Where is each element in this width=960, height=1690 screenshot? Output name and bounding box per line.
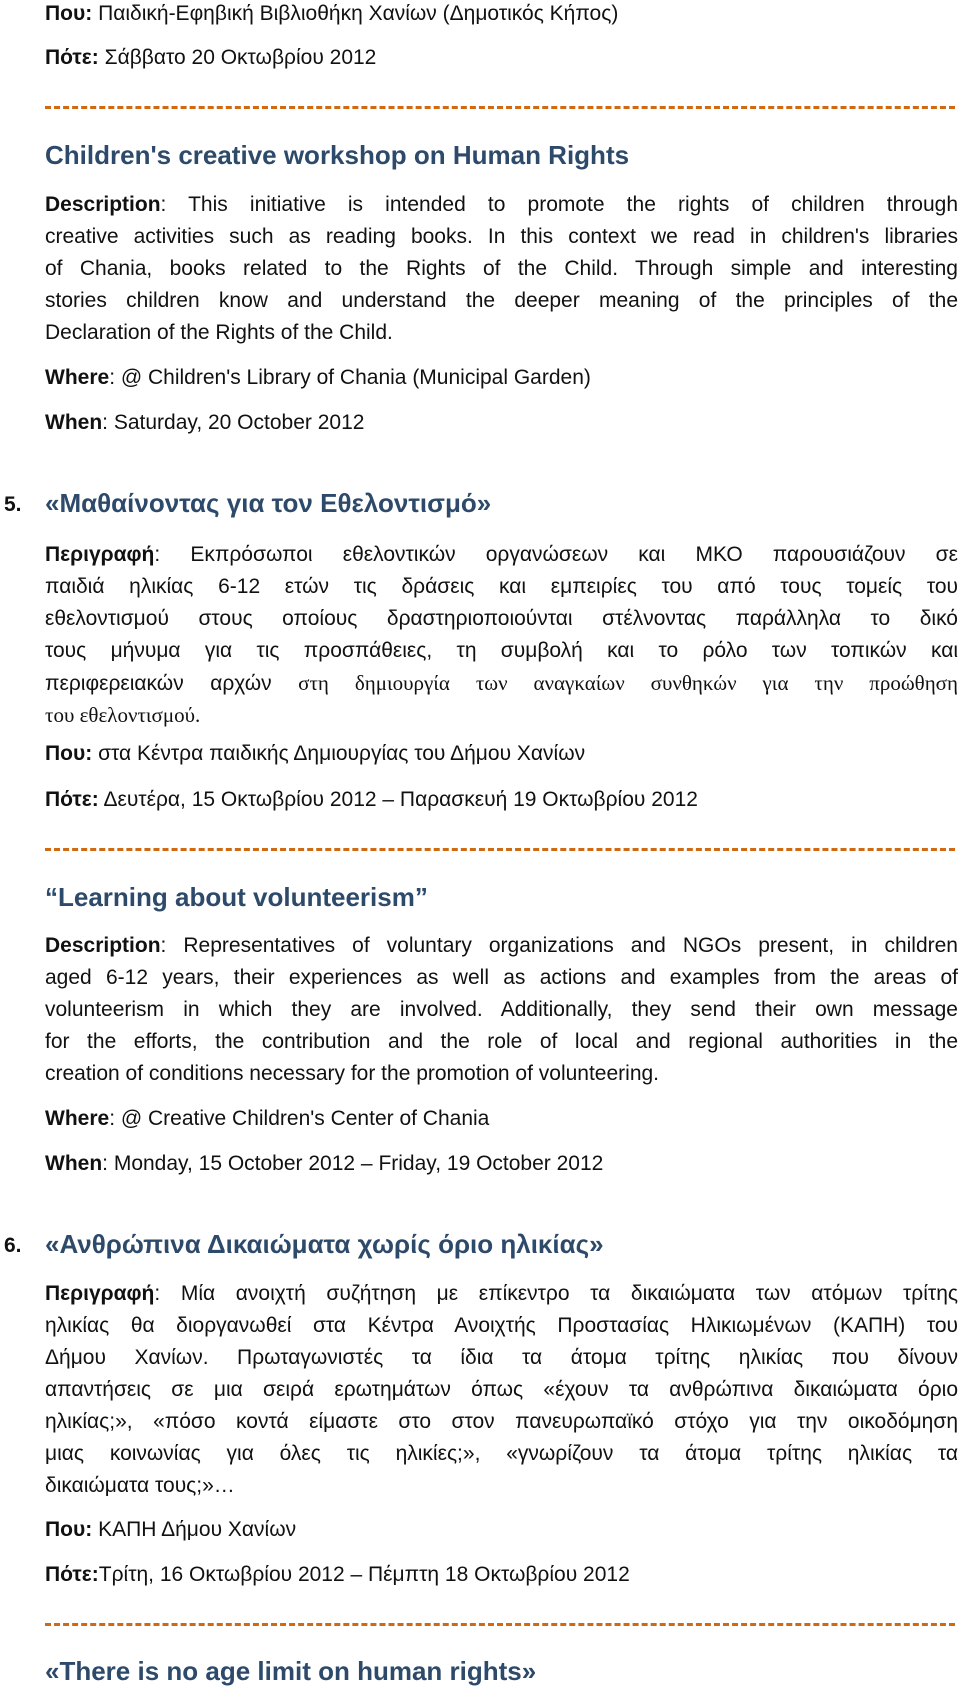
where-label: Που:	[45, 1518, 93, 1541]
description-line: Περιγραφή: Εκπρόσωποι εθελοντικών οργανώσεων και ΜΚΟ παρουσιάζουν σε	[45, 543, 958, 566]
where-label: Where	[45, 366, 110, 389]
where-line	[45, 366, 960, 390]
when-value: : Monday, 15 October 2012 – Friday, 19 October 2012	[102, 1152, 604, 1175]
description-line: aged 6-12 years, their experiences as well as actions and examples from the areas of	[45, 966, 958, 989]
description-line: Description: This initiative is intended to promote the rights of children through	[45, 193, 958, 216]
when-line	[45, 1563, 960, 1587]
description-line: for the efforts, the contribution and the role of local and regional authorities in the	[45, 1030, 958, 1053]
when-line	[45, 788, 960, 812]
description-line: εθελοντισμού στους οποίους δραστηριοποιούνται στέλνοντας παράλληλα το δικό	[45, 607, 958, 630]
where-line	[45, 742, 960, 766]
where-label: Where	[45, 1107, 110, 1130]
description-line: creation of conditions necessary for the promotion of volunteering.	[45, 1062, 660, 1085]
when-label: Πότε:	[45, 46, 99, 69]
where-line	[45, 1107, 960, 1131]
description-line: volunteerism in which they are involved. Additionally, they send their own message	[45, 998, 958, 1021]
description-line: ηλικίας;», «πόσο κοντά είμαστε στο στον πανευρωπαϊκό στόχο για την οικοδόμηση	[45, 1410, 958, 1433]
top-when-line	[45, 46, 960, 70]
section-number: 5.	[4, 493, 22, 516]
where-line	[45, 1518, 960, 1542]
section-divider	[45, 848, 955, 851]
where-value: : @ Children's Library of Chania (Municipal Garden)	[109, 366, 591, 389]
description-line: μιας κοινωνίας για όλες τις ηλικίες;», «γνωρίζουν τα άτομα τρίτης ηλικίας τα	[45, 1442, 958, 1465]
description-line: του εθελοντισμού.	[45, 703, 201, 727]
when-label: When	[45, 1152, 103, 1175]
section-heading: Children's creative workshop on Human Rights	[45, 140, 630, 170]
when-label: When	[45, 411, 103, 434]
where-value: : @ Creative Children's Center of Chania	[109, 1107, 490, 1130]
where-label: Που:	[45, 2, 93, 25]
description-line: δικαιώματα τους;»…	[45, 1474, 235, 1497]
description-line: of Chania, books related to the Rights of the Child. Through simple and interesting	[45, 257, 958, 280]
section-divider	[45, 1623, 955, 1626]
description-line: απαντήσεις σε μια σειρά ερωτημάτων όπως «έχουν τα ανθρώπινα δικαιώματα όριο	[45, 1378, 958, 1401]
description-label: Περιγραφή	[45, 543, 155, 566]
description-line: Περιγραφή: Μία ανοιχτή συζήτηση με επίκεντρο τα δικαιώματα των ατόμων τρίτης	[45, 1282, 958, 1305]
when-label: Πότε:	[45, 788, 99, 811]
when-value: Τρίτη, 16 Οκτωβρίου 2012 – Πέμπτη 18 Οκτωβρίου 2012	[98, 1563, 630, 1586]
when-value: Σάββατο 20 Οκτωβρίου 2012	[104, 46, 377, 69]
description-line: Declaration of the Rights of the Child.	[45, 321, 393, 344]
description-line: τους μήνυμα για τις προσπάθειες, τη συμβολή και το ρόλο των τοπικών και	[45, 639, 958, 662]
section-heading: «Μαθαίνοντας για τον Εθελοντισμό»	[45, 488, 492, 518]
when-label: Πότε:	[45, 1563, 99, 1586]
where-value: Παιδική-Εφηβική Βιβλιοθήκη Χανίων (Δημοτικός Κήπος)	[98, 2, 619, 25]
description-line: περιφερειακών αρχών στη δημιουργία των αναγκαίων συνθηκών για την προώθηση	[45, 671, 958, 695]
description-line: Δήμου Χανίων. Πρωταγωνιστές τα ίδια τα άτομα τρίτης ηλικίας που δίνουν	[45, 1346, 958, 1369]
description-line: creative activities such as reading books. In this context we read in children's libraries	[45, 225, 958, 248]
section-number: 6.	[4, 1234, 22, 1257]
description-line: παιδιά ηλικίας 6-12 ετών τις δράσεις και εμπειρίες του από τους τομείς του	[45, 575, 958, 598]
section-heading: “Learning about volunteerism”	[45, 882, 428, 912]
where-value: στα Κέντρα παιδικής Δημιουργίας του Δήμου Χανίων	[98, 742, 586, 765]
description-label: Description	[45, 193, 161, 216]
top-where-line	[45, 2, 960, 26]
when-line	[45, 411, 960, 435]
section-heading: «Ανθρώπινα Δικαιώματα χωρίς όριο ηλικίας»	[45, 1229, 604, 1259]
section-divider	[45, 106, 955, 109]
when-line	[45, 1152, 960, 1176]
description-label: Description	[45, 934, 161, 957]
description-label: Περιγραφή	[45, 1282, 155, 1305]
when-value: : Saturday, 20 October 2012	[102, 411, 365, 434]
description-line: stories children know and understand the deeper meaning of the principles of the	[45, 289, 958, 312]
when-value: Δευτέρα, 15 Οκτωβρίου 2012 – Παρασκευή 19 Οκτωβρίου 2012	[103, 788, 698, 811]
where-value: ΚΑΠΗ Δήμου Χανίων	[98, 1518, 297, 1541]
description-line: ηλικίας θα διοργανωθεί στα Κέντρα Ανοιχτής Προστασίας Ηλικιωμένων (ΚΑΠΗ) του	[45, 1314, 958, 1337]
description-line: Description: Representatives of voluntary organizations and NGOs present, in children	[45, 934, 958, 957]
where-label: Που:	[45, 742, 93, 765]
section-heading: «There is no age limit on human rights»	[45, 1656, 537, 1686]
